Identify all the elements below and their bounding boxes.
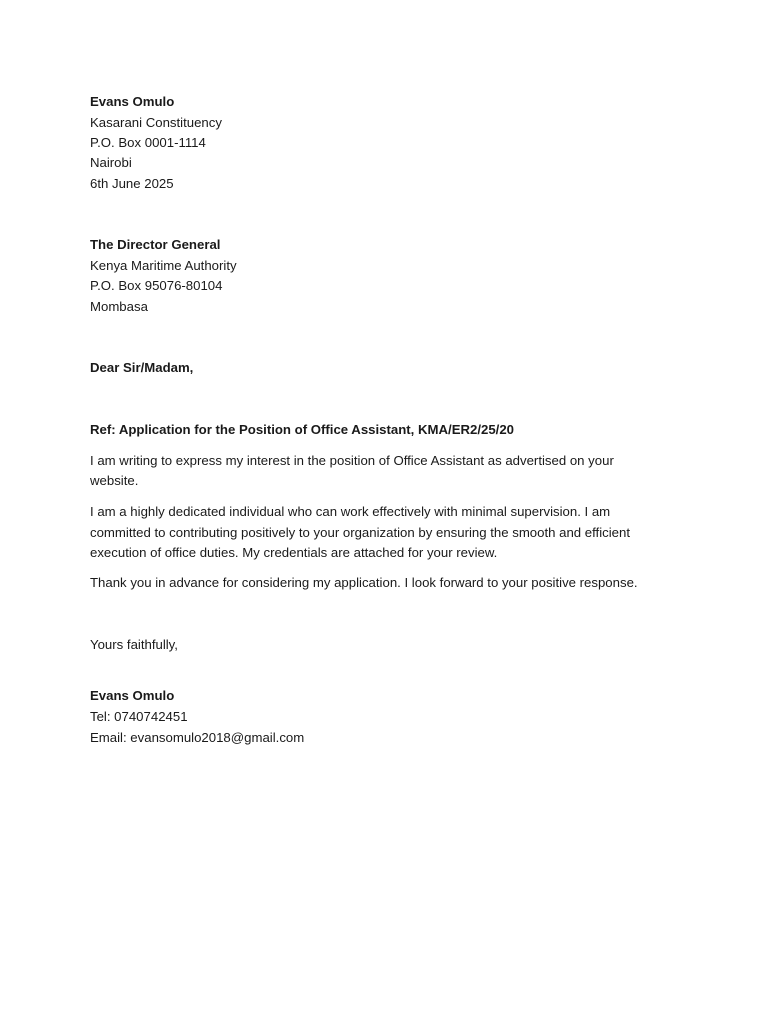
sender-name: Evans Omulo [90, 94, 175, 109]
closing: Yours faithfully, [90, 637, 178, 652]
sender-address-line2: P.O. Box 0001-1114 [90, 135, 206, 150]
letter-date: 6th June 2025 [90, 176, 174, 191]
recipient-organization: Kenya Maritime Authority [90, 258, 237, 273]
body-paragraph-3-line-1: Thank you in advance for considering my application. I look forward to your positive response. [90, 575, 638, 590]
signature-tel: Tel: 0740742451 [90, 709, 188, 724]
body-paragraph-1-line-2: website. [90, 473, 139, 488]
sender-address-line1: Kasarani Constituency [90, 115, 222, 130]
body-paragraph-1-line-1: I am writing to express my interest in the position of Office Assistant as advertised on your [90, 453, 614, 468]
recipient-address: P.O. Box 95076-80104 [90, 278, 223, 293]
body-paragraph-2-line-3: execution of office duties. My credentials are attached for your review. [90, 545, 498, 560]
sender-city: Nairobi [90, 155, 132, 170]
recipient-title: The Director General [90, 237, 221, 252]
signature-email: Email: evansomulo2018@gmail.com [90, 730, 305, 745]
body-paragraph-2-line-1: I am a highly dedicated individual who can work effectively with minimal supervision. I am [90, 504, 611, 519]
reference-line: Ref: Application for the Position of Office Assistant, KMA/ER2/25/20 [90, 422, 515, 437]
body-paragraph-2-line-2: committed to contributing positively to your organization by ensuring the smooth and efficient [90, 525, 631, 540]
signature-name: Evans Omulo [90, 688, 175, 703]
salutation: Dear Sir/Madam, [90, 360, 194, 375]
recipient-city: Mombasa [90, 299, 148, 314]
